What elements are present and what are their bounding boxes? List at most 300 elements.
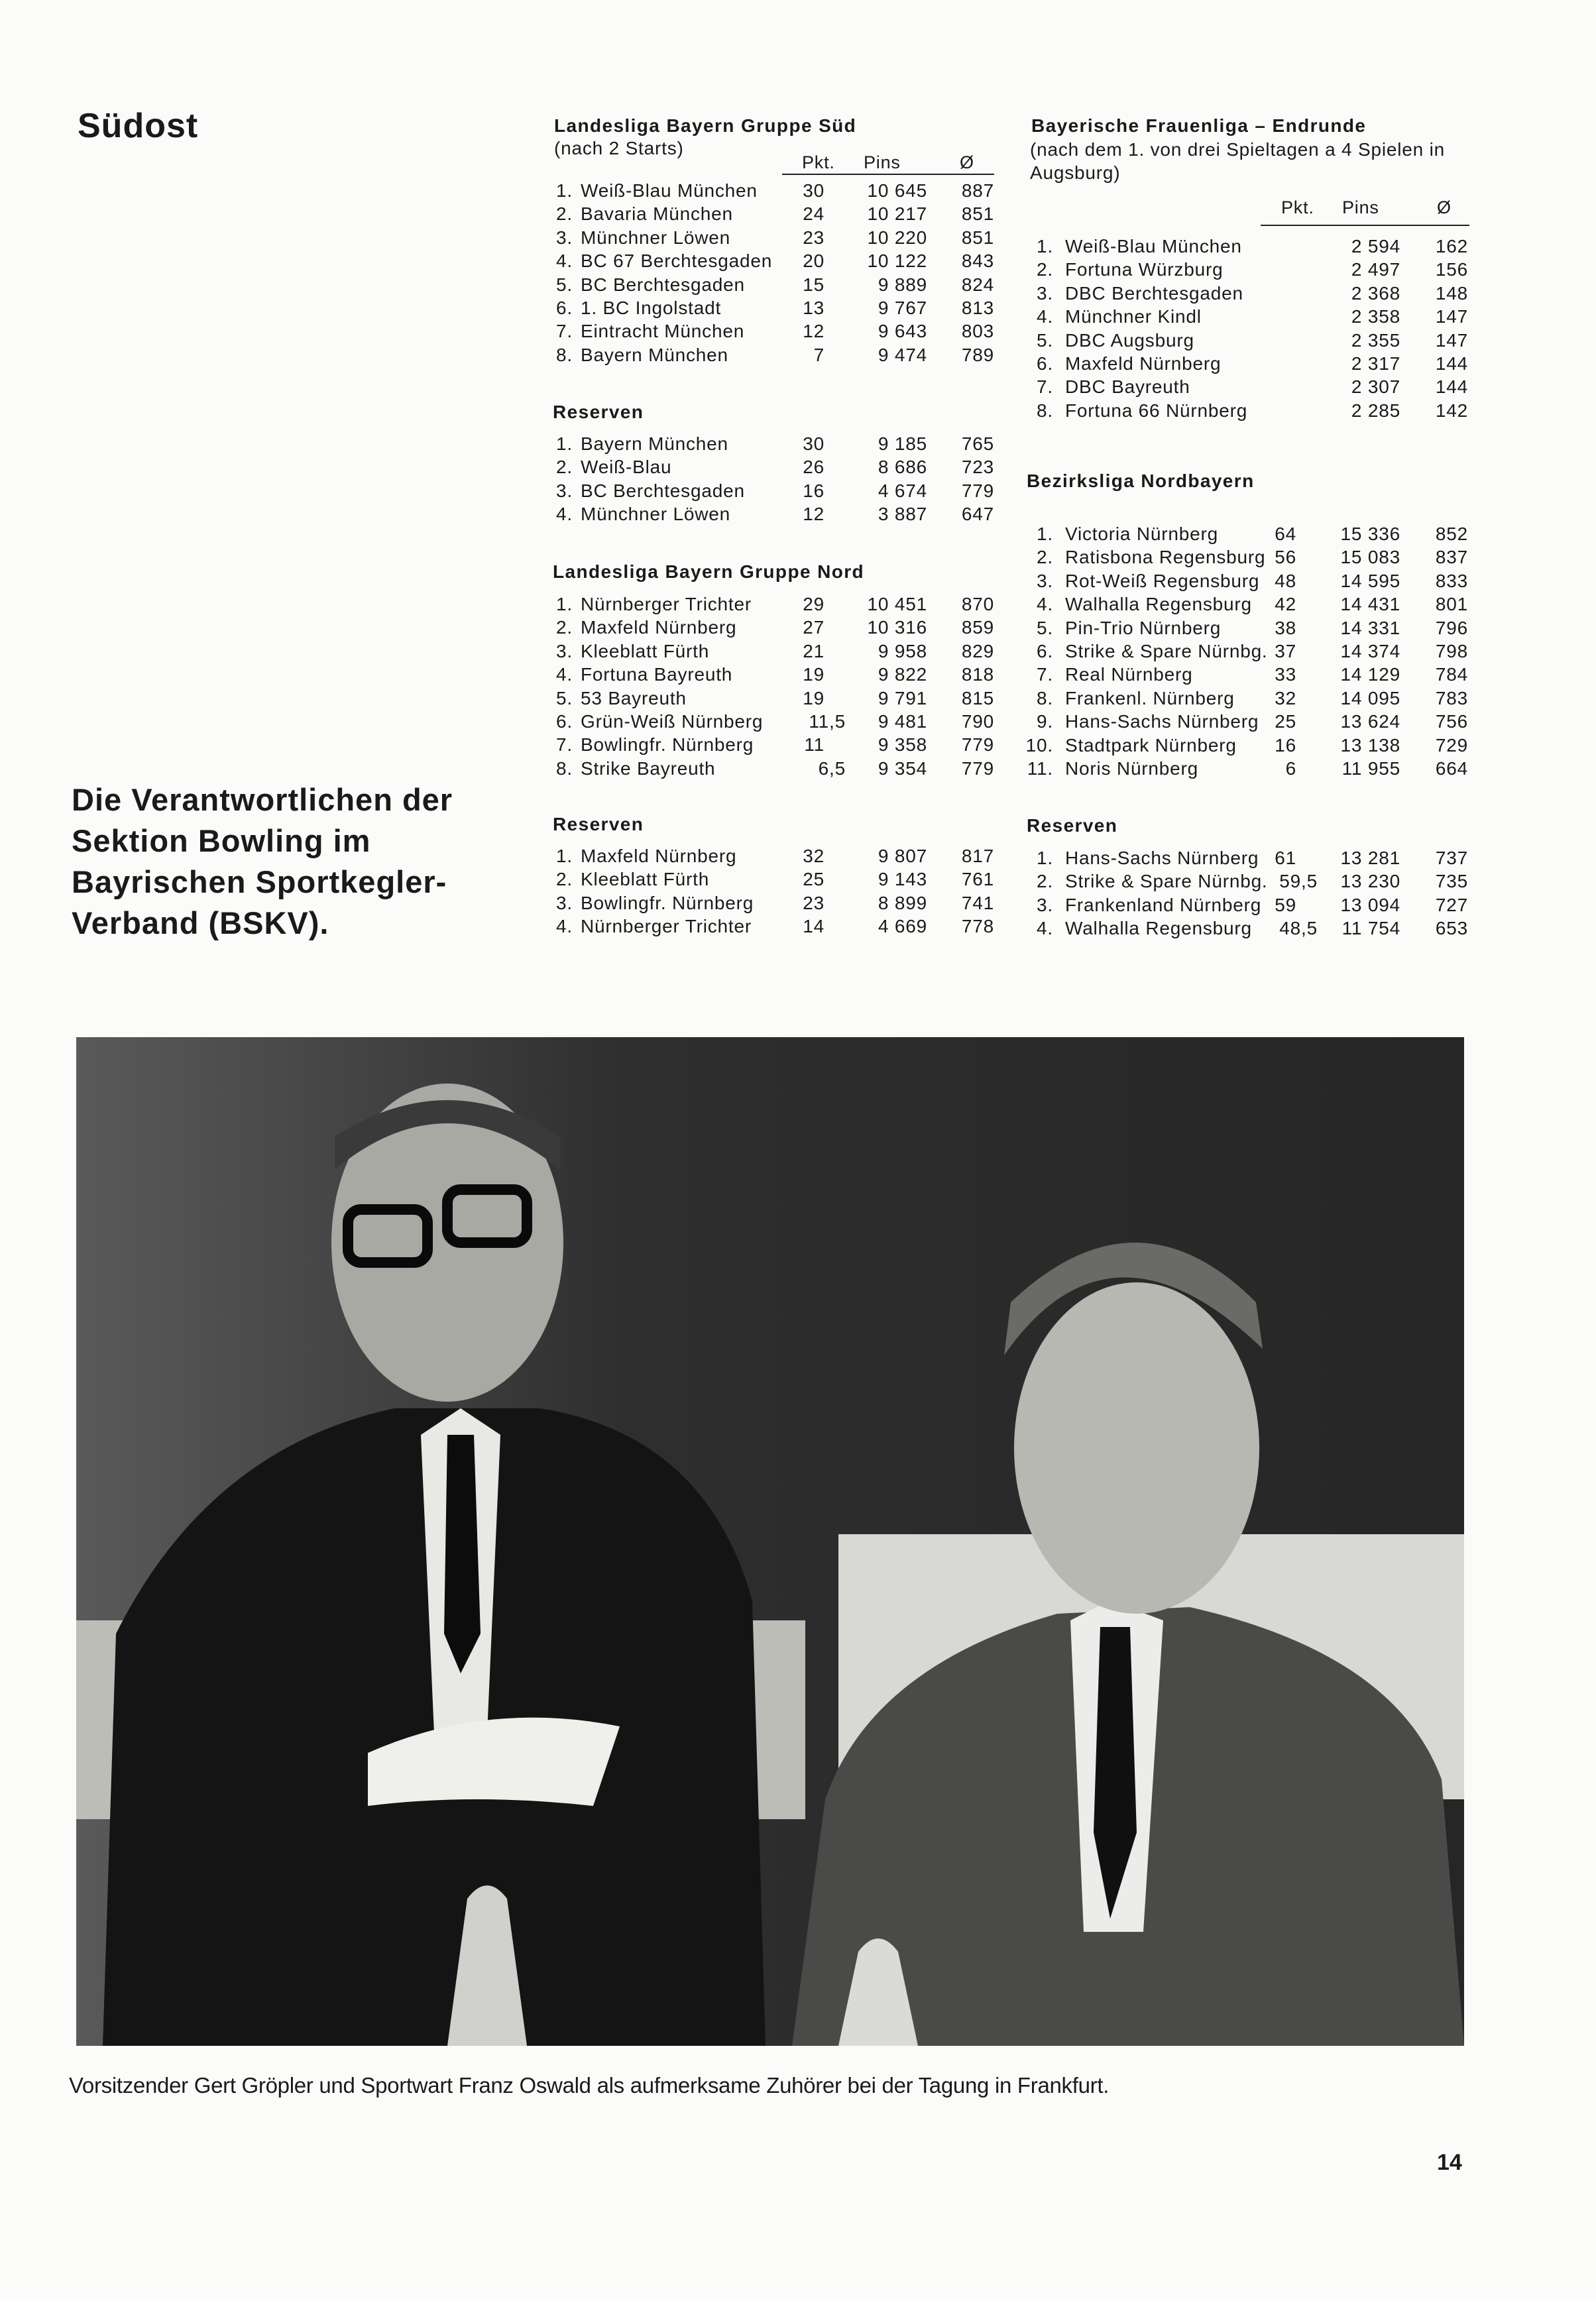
cell-pins: 13 138: [1340, 734, 1400, 756]
cell-points: 27: [803, 617, 825, 638]
cell-team: Maxfeld Nürnberg: [1065, 353, 1222, 374]
table-row: [550, 663, 1001, 686]
table-row: [550, 868, 1001, 891]
cell-team: Walhalla Regensburg: [1065, 594, 1252, 615]
table-row: [550, 479, 1001, 502]
cell-team: Fortuna Bayreuth: [581, 664, 733, 685]
cell-points: 42: [1275, 594, 1296, 615]
cell-rank: 7.: [556, 734, 573, 756]
cell-team: Bowlingfr. Nürnberg: [581, 892, 754, 913]
table-row: [1024, 734, 1475, 757]
cell-points: 21: [803, 640, 825, 661]
cell-average: 779: [961, 480, 994, 501]
reserves-nord: [550, 844, 1001, 938]
cell-rank: 4.: [1037, 306, 1053, 327]
cell-rank: 1.: [1037, 524, 1053, 544]
cell-average: 829: [961, 640, 994, 661]
cell-team: BC Berchtesgaden: [581, 480, 745, 501]
cell-pins: 4 669: [878, 916, 927, 937]
cell-pins: 10 645: [867, 180, 927, 201]
header-avg: Ø: [960, 152, 974, 172]
cell-team: BC 67 Berchtesgaden: [581, 251, 773, 272]
reserves-title-sued: Reserven: [553, 402, 644, 422]
standings-bezirk: [1024, 522, 1475, 780]
cell-pins: 9 889: [878, 274, 927, 295]
cell-team: DBC Berchtesgaden: [1065, 282, 1243, 304]
cell-points: 16: [1275, 734, 1296, 756]
cell-average: 142: [1435, 400, 1468, 421]
cell-team: Stadtpark Nürnberg: [1065, 734, 1237, 756]
cell-pins: 8 899: [878, 892, 927, 913]
reserves-sued: [550, 432, 1001, 526]
cell-points: 25: [803, 869, 825, 890]
cell-pins: 2 368: [1351, 282, 1400, 304]
table-row: [550, 757, 1001, 780]
cell-average: 796: [1435, 617, 1468, 638]
cell-team: 1. BC Ingolstadt: [581, 297, 722, 318]
cell-rank: 1.: [1037, 236, 1053, 256]
cell-rank: 8.: [1037, 687, 1053, 708]
table-row: [1024, 305, 1475, 328]
cell-points: 23: [803, 892, 825, 913]
cell-points: 6,5: [818, 757, 846, 779]
cell-pins: 14 129: [1340, 664, 1400, 685]
cell-average: 803: [961, 321, 994, 342]
cell-average: 761: [961, 869, 994, 890]
header-rule: [1261, 225, 1469, 226]
cell-pins: 2 285: [1351, 400, 1400, 421]
cell-average: 798: [1435, 640, 1468, 661]
reserves-title-bezirk: Reserven: [1027, 815, 1118, 836]
cell-average: 756: [1435, 711, 1468, 732]
table-row: [1024, 846, 1475, 869]
cell-pins: 11 754: [1341, 918, 1400, 939]
cell-points: 19: [803, 664, 825, 685]
cell-team: Pin-Trio Nürnberg: [1065, 617, 1222, 638]
cell-team: Walhalla Regensburg: [1065, 918, 1252, 939]
table-row: [1024, 592, 1475, 616]
table-row: [550, 226, 1001, 249]
cell-team: Strike & Spare Nürnbg.: [1065, 640, 1268, 661]
cell-pins: 9 185: [878, 433, 927, 454]
table-row: [1024, 399, 1475, 422]
table-row: [1024, 917, 1475, 940]
cell-rank: 4.: [1037, 918, 1053, 939]
cell-pins: 4 674: [878, 480, 927, 501]
header-pkt: Pkt.: [802, 152, 835, 172]
cell-pins: 9 807: [878, 846, 927, 866]
standings-nord: [550, 592, 1001, 780]
heading-line: Verband (BSKV).: [72, 905, 329, 940]
cell-points: 38: [1275, 617, 1296, 638]
cell-rank: 2.: [556, 457, 573, 478]
cell-points: 15: [803, 274, 825, 295]
table-row: [1024, 869, 1475, 893]
table-row: [1024, 329, 1475, 352]
cell-average: 147: [1435, 306, 1468, 327]
cell-team: Grün-Weiß Nürnberg: [581, 710, 764, 732]
table-row: [550, 616, 1001, 639]
cell-pins: 15 336: [1340, 524, 1400, 544]
header-pins: Pins: [864, 152, 901, 172]
cell-points: 12: [803, 321, 825, 342]
cell-points: 64: [1275, 524, 1296, 544]
cell-pins: 14 431: [1340, 594, 1400, 615]
cell-pins: 2 594: [1351, 236, 1400, 256]
cell-rank: 4.: [556, 664, 573, 685]
cell-average: 778: [961, 916, 994, 937]
cell-points: 32: [1275, 687, 1296, 708]
cell-rank: 2.: [556, 203, 573, 225]
cell-team: Noris Nürnberg: [1065, 757, 1199, 779]
cell-average: 735: [1435, 871, 1468, 892]
cell-pins: 14 331: [1340, 617, 1400, 638]
cell-points: 12: [803, 504, 825, 525]
table-row: [550, 733, 1001, 756]
cell-team: Fortuna 66 Nürnberg: [1065, 400, 1248, 421]
table-title-bezirk: Bezirksliga Nordbayern: [1027, 471, 1255, 491]
cell-team: Hans-Sachs Nürnberg: [1065, 848, 1259, 868]
cell-rank: 5.: [1037, 329, 1053, 351]
cell-rank: 4.: [1037, 594, 1053, 615]
cell-average: 779: [961, 757, 994, 779]
cell-average: 779: [961, 734, 994, 756]
cell-rank: 8.: [556, 344, 573, 365]
table-row: [550, 592, 1001, 616]
cell-average: 824: [961, 274, 994, 295]
cell-team: Bayern München: [581, 433, 728, 454]
cell-rank: 2.: [1037, 547, 1053, 568]
cell-average: 147: [1435, 329, 1468, 351]
cell-rank: 1.: [556, 180, 573, 201]
cell-pins: 9 474: [878, 344, 927, 365]
cell-average: 813: [961, 297, 994, 318]
table-row: [550, 844, 1001, 868]
cell-team: DBC Augsburg: [1065, 329, 1194, 351]
cell-average: 815: [961, 687, 994, 708]
cell-average: 664: [1435, 757, 1468, 779]
table-row: [1024, 258, 1475, 281]
table-row: [550, 179, 1001, 202]
photo-image: [76, 1037, 1464, 2046]
table-subtitle-sued: (nach 2 Starts): [554, 138, 684, 158]
cell-pins: 9 358: [878, 734, 927, 756]
cell-pins: 9 643: [878, 321, 927, 342]
cell-pins: 10 451: [867, 594, 927, 614]
cell-pins: 2 497: [1351, 259, 1400, 280]
table-row: [550, 891, 1001, 915]
cell-average: 851: [961, 227, 994, 248]
cell-team: Frankenl. Nürnberg: [1065, 687, 1235, 708]
section-title: Südost: [78, 107, 199, 145]
table-row: [1024, 352, 1475, 375]
cell-team: Ratisbona Regensburg: [1065, 547, 1266, 568]
cell-team: Weiß-Blau München: [1065, 236, 1242, 256]
header-pkt: Pkt.: [1281, 197, 1314, 217]
cell-average: 843: [961, 251, 994, 272]
table-row: [550, 640, 1001, 663]
cell-team: Strike & Spare Nürnbg.: [1065, 871, 1268, 892]
cell-rank: 7.: [1037, 376, 1053, 398]
cell-rank: 1.: [1037, 848, 1053, 868]
cell-points: 11: [804, 734, 825, 756]
cell-points: 30: [803, 180, 825, 201]
cell-average: 790: [961, 710, 994, 732]
cell-average: 729: [1435, 734, 1468, 756]
cell-team: Victoria Nürnberg: [1065, 524, 1218, 544]
cell-pins: 9 143: [878, 869, 927, 890]
cell-rank: 6.: [556, 297, 573, 318]
cell-team: BC Berchtesgaden: [581, 274, 745, 295]
cell-pins: 8 686: [878, 457, 927, 478]
cell-pins: 14 374: [1340, 640, 1400, 661]
cell-average: 837: [1435, 547, 1468, 568]
cell-points: 56: [1275, 547, 1296, 568]
table-title-nord: Landesliga Bayern Gruppe Nord: [553, 561, 865, 582]
cell-average: 859: [961, 617, 994, 638]
cell-points: 32: [803, 846, 825, 866]
cell-rank: 6.: [556, 710, 573, 732]
table-row: [1024, 687, 1475, 710]
header-rule: [782, 174, 994, 175]
cell-rank: 3.: [556, 227, 573, 248]
cell-team: Münchner Kindl: [1065, 306, 1202, 327]
heading-line: Die Verantwortlichen der: [72, 782, 453, 817]
heading-line: Sektion Bowling im: [72, 823, 371, 858]
cell-points: 59,5: [1279, 871, 1318, 892]
cell-points: 14: [803, 916, 825, 937]
table-row: [1024, 545, 1475, 569]
cell-team: Nürnberger Trichter: [581, 916, 752, 937]
cell-rank: 3.: [1037, 570, 1053, 591]
table-row: [550, 249, 1001, 272]
cell-team: Kleeblatt Fürth: [581, 640, 710, 661]
cell-average: 144: [1435, 353, 1468, 374]
cell-points: 20: [803, 251, 825, 272]
cell-team: Rot-Weiß Regensburg: [1065, 570, 1260, 591]
table-row: [550, 502, 1001, 526]
cell-team: Münchner Löwen: [581, 227, 730, 248]
cell-team: Strike Bayreuth: [581, 757, 716, 779]
article-heading: [72, 779, 549, 944]
cell-points: 30: [803, 433, 825, 454]
cell-points: 13: [803, 297, 825, 318]
cell-points: 24: [803, 203, 825, 225]
page-number: 14: [1437, 2150, 1462, 2175]
cell-rank: 4.: [556, 916, 573, 937]
cell-team: Maxfeld Nürnberg: [581, 846, 737, 866]
cell-team: Weiß-Blau: [581, 457, 672, 478]
cell-pins: 2 317: [1351, 353, 1400, 374]
cell-rank: 3.: [556, 892, 573, 913]
cell-pins: 13 094: [1340, 894, 1400, 915]
cell-rank: 4.: [556, 251, 573, 272]
cell-rank: 3.: [556, 480, 573, 501]
standings-sued: [550, 179, 1001, 366]
cell-points: 16: [803, 480, 825, 501]
table-row: [1024, 757, 1475, 780]
cell-pins: 10 220: [867, 227, 927, 248]
cell-average: 833: [1435, 570, 1468, 591]
cell-rank: 5.: [556, 687, 573, 708]
heading-line: Bayrischen Sportkegler-: [72, 864, 447, 899]
cell-team: Bayern München: [581, 344, 728, 365]
header-avg: Ø: [1437, 197, 1452, 217]
table-title-sued: Landesliga Bayern Gruppe Süd: [554, 115, 857, 136]
cell-team: Hans-Sachs Nürnberg: [1065, 711, 1259, 732]
table-row: [550, 296, 1001, 319]
cell-average: 727: [1435, 894, 1468, 915]
cell-average: 148: [1435, 282, 1468, 304]
cell-rank: 5.: [1037, 617, 1053, 638]
table-row: [550, 432, 1001, 455]
cell-team: Fortuna Würzburg: [1065, 259, 1224, 280]
cell-rank: 6.: [1037, 353, 1053, 374]
cell-points: 19: [803, 687, 825, 708]
cell-pins: 9 767: [878, 297, 927, 318]
cell-average: 852: [1435, 524, 1468, 544]
cell-rank: 3.: [556, 640, 573, 661]
table-row: [1024, 893, 1475, 917]
cell-rank: 8.: [1037, 400, 1053, 421]
reserves-title-nord: Reserven: [553, 814, 644, 834]
cell-points: 48: [1275, 570, 1296, 591]
reserves-bezirk: [1024, 846, 1475, 940]
cell-pins: 9 958: [878, 640, 927, 661]
cell-points: 7: [813, 344, 825, 365]
cell-points: 61: [1275, 848, 1296, 868]
cell-rank: 5.: [556, 274, 573, 295]
cell-pins: 11 955: [1341, 757, 1400, 779]
photo-caption: Vorsitzender Gert Gröpler und Sportwart Franz Oswald als aufmerksame Zuhörer bei der Tagung in Frankfurt.: [69, 2073, 1110, 2098]
cell-pins: 10 122: [867, 251, 927, 272]
table-row: [1024, 282, 1475, 305]
cell-pins: 13 230: [1340, 871, 1400, 892]
cell-pins: 9 822: [878, 664, 927, 685]
table-row: [550, 273, 1001, 296]
cell-average: 156: [1435, 259, 1468, 280]
cell-points: 29: [803, 594, 825, 614]
cell-average: 144: [1435, 376, 1468, 398]
cell-team: DBC Bayreuth: [1065, 376, 1190, 398]
cell-average: 737: [1435, 848, 1468, 868]
cell-pins: 10 217: [867, 203, 927, 225]
cell-pins: 14 595: [1340, 570, 1400, 591]
cell-average: 870: [961, 594, 994, 614]
cell-pins: 15 083: [1340, 547, 1400, 568]
cell-points: 25: [1275, 711, 1296, 732]
cell-pins: 2 307: [1351, 376, 1400, 398]
cell-average: 783: [1435, 687, 1468, 708]
cell-pins: 14 095: [1340, 687, 1400, 708]
table-row: [1024, 375, 1475, 398]
cell-rank: 2.: [556, 617, 573, 638]
cell-average: 162: [1435, 236, 1468, 256]
cell-average: 818: [961, 664, 994, 685]
cell-rank: 7.: [1037, 664, 1053, 685]
table-title-frauen: Bayerische Frauenliga – Endrunde: [1031, 115, 1367, 136]
cell-rank: 4.: [556, 504, 573, 525]
cell-team: Bavaria München: [581, 203, 733, 225]
table-row: [550, 915, 1001, 938]
table-row: [550, 202, 1001, 225]
cell-team: Münchner Löwen: [581, 504, 730, 525]
cell-team: Kleeblatt Fürth: [581, 869, 710, 890]
cell-pins: 13 624: [1340, 711, 1400, 732]
cell-rank: 6.: [1037, 640, 1053, 661]
cell-pins: 13 281: [1340, 848, 1400, 868]
cell-team: Frankenland Nürnberg: [1065, 894, 1262, 915]
cell-points: 33: [1275, 664, 1296, 685]
cell-rank: 2.: [1037, 259, 1053, 280]
cell-average: 801: [1435, 594, 1468, 615]
cell-points: 48,5: [1279, 918, 1318, 939]
table-subtitle-frauen-2: Augsburg): [1030, 162, 1121, 183]
standings-frauen: [1024, 235, 1475, 422]
table-row: [1024, 710, 1475, 733]
cell-average: 741: [961, 892, 994, 913]
table-row: [1024, 616, 1475, 640]
cell-rank: 1.: [556, 846, 573, 866]
cell-rank: 3.: [1037, 282, 1053, 304]
table-row: [550, 455, 1001, 478]
cell-pins: 2 355: [1351, 329, 1400, 351]
table-row: [1024, 640, 1475, 663]
table-row: [1024, 663, 1475, 686]
cell-average: 765: [961, 433, 994, 454]
cell-average: 723: [961, 457, 994, 478]
table-row: [550, 319, 1001, 343]
cell-pins: 9 481: [878, 710, 927, 732]
cell-rank: 8.: [556, 757, 573, 779]
cell-points: 11,5: [809, 710, 846, 732]
cell-rank: 2.: [1037, 871, 1053, 892]
cell-average: 647: [961, 504, 994, 525]
cell-team: 53 Bayreuth: [581, 687, 687, 708]
cell-rank: 1.: [556, 594, 573, 614]
cell-points: 59: [1275, 894, 1296, 915]
table-row: [1024, 569, 1475, 592]
cell-average: 887: [961, 180, 994, 201]
cell-rank: 9.: [1037, 711, 1053, 732]
cell-pins: 10 316: [867, 617, 927, 638]
cell-team: Real Nürnberg: [1065, 664, 1193, 685]
cell-team: Maxfeld Nürnberg: [581, 617, 737, 638]
cell-points: 23: [803, 227, 825, 248]
table-row: [1024, 522, 1475, 545]
cell-rank: 3.: [1037, 894, 1053, 915]
table-row: [550, 710, 1001, 733]
cell-pins: 9 791: [878, 687, 927, 708]
cell-points: 6: [1285, 757, 1296, 779]
cell-average: 851: [961, 203, 994, 225]
cell-average: 784: [1435, 664, 1468, 685]
header-pins: Pins: [1342, 197, 1379, 217]
cell-rank: 1.: [556, 433, 573, 454]
cell-rank: 11.: [1027, 757, 1053, 779]
cell-team: Weiß-Blau München: [581, 180, 758, 201]
table-subtitle-frauen-1: (nach dem 1. von drei Spieltagen a 4 Spielen in: [1030, 139, 1445, 160]
cell-average: 653: [1435, 918, 1468, 939]
cell-pins: 3 887: [878, 504, 927, 525]
cell-rank: 2.: [556, 869, 573, 890]
cell-team: Nürnberger Trichter: [581, 594, 752, 614]
cell-points: 26: [803, 457, 825, 478]
cell-rank: 7.: [556, 321, 573, 342]
table-row: [550, 343, 1001, 366]
cell-pins: 9 354: [878, 757, 927, 779]
cell-rank: 10.: [1025, 734, 1053, 756]
